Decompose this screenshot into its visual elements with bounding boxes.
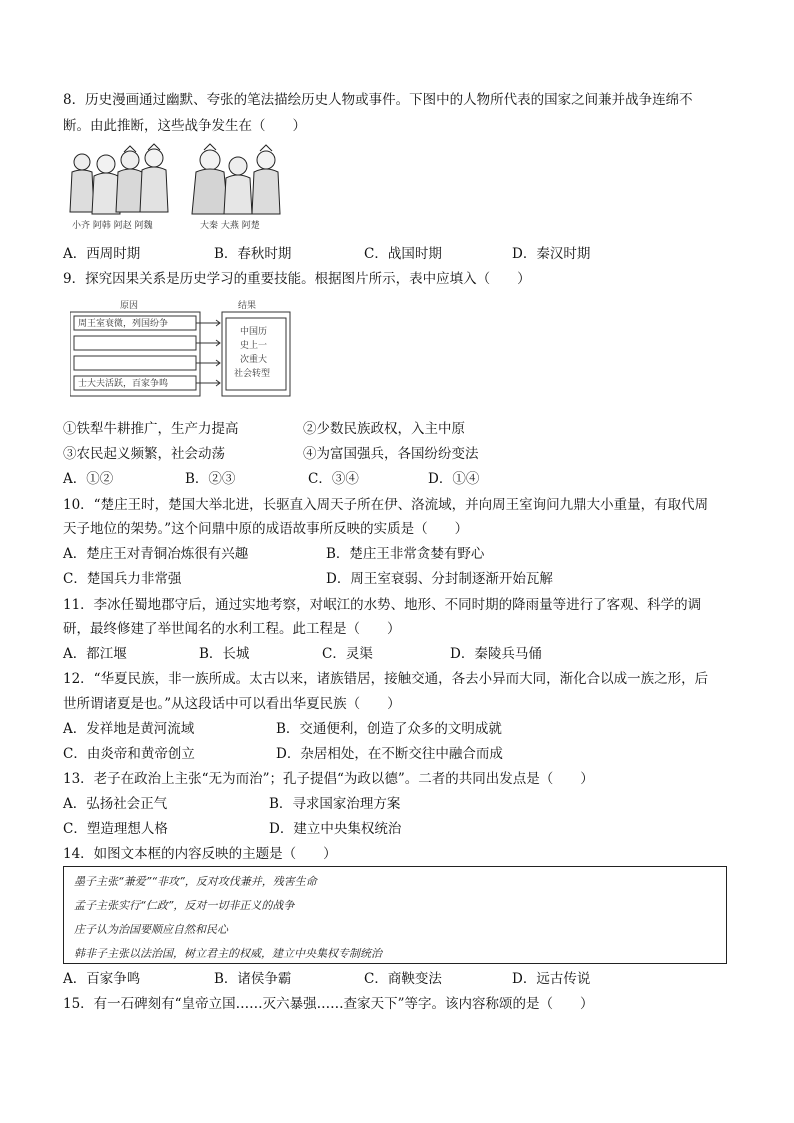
- q14-box-line-2: 孟子主张实行“仁政”，反对一切非正义的战争: [74, 899, 295, 912]
- q14-box-line-3: 庄子认为治国要顺应自然和民心: [74, 923, 228, 936]
- q12-stem-line1: 12．“华夏民族，非一族所成。太古以来，诸族错居，接触交通，各去小异而大同，渐化合以成一族之形，后: [63, 671, 709, 687]
- q14-stem-line1: 14．如图文本框的内容反映的主题是（ ）: [63, 846, 337, 862]
- q9-item-3: ③农民起义频繁，社会动荡: [63, 446, 225, 462]
- result-line-3: 次重大: [240, 355, 268, 365]
- q11-option-a[interactable]: A．都江堰: [63, 646, 127, 662]
- q14-text-box: [63, 866, 727, 964]
- result-line-2: 史上一: [240, 341, 268, 351]
- cause-4: 士大夫活跃，百家争鸣: [78, 379, 169, 389]
- q13-option-a[interactable]: A．弘扬社会正气: [63, 796, 168, 812]
- q10-option-c[interactable]: C．楚国兵力非常强: [63, 571, 182, 587]
- q8-option-b[interactable]: B．春秋时期: [214, 246, 292, 262]
- q10-option-a[interactable]: A．楚庄王对青铜冶炼很有兴趣: [63, 546, 249, 562]
- q13-stem-line1: 13．老子在政治上主张“无为而治”；孔子提倡“为政以德”。二者的共同出发点是（ ）: [63, 771, 594, 787]
- q15-stem-line1: 15．有一石碑刻有“皇帝立国……灭六暴强……查家天下”等字。该内容称颂的是（ ）: [63, 996, 594, 1012]
- q13-option-b[interactable]: B．寻求国家治理方案: [269, 796, 401, 812]
- q12-option-b[interactable]: B．交通便利，创造了众多的文明成就: [276, 721, 502, 737]
- cause-header: 原因: [120, 301, 139, 311]
- q9-item-1: ①铁犁牛耕推广，生产力提高: [63, 421, 239, 437]
- q13-option-d[interactable]: D．建立中央集权统治: [269, 821, 402, 837]
- q9-option-c[interactable]: C．③④: [308, 471, 359, 487]
- result-line-1: 中国历: [240, 327, 268, 337]
- cartoon-caption-left: 小齐 阿韩 阿赵 阿魏: [72, 221, 153, 231]
- q13-option-c[interactable]: C．塑造理想人格: [63, 821, 168, 837]
- q9-option-b[interactable]: B．②③: [185, 471, 236, 487]
- q8-stem-line1: 8．历史漫画通过幽默、夸张的笔法描绘历史人物或事件。下图中的人物所代表的国家之间兼并战争连绵不: [63, 92, 693, 108]
- q8-option-a[interactable]: A．西周时期: [63, 246, 141, 262]
- q11-stem-line1: 11．李冰任蜀地郡守后，通过实地考察，对岷江的水势、地形、不同时期的降雨量等进行了客观、科学的调: [63, 597, 702, 613]
- q8-option-c[interactable]: C．战国时期: [364, 246, 442, 262]
- q14-box-line-1: 墨子主张“兼爱”“非攻”，反对攻伐兼并，残害生命: [74, 875, 317, 888]
- q12-stem-line2: 世所谓诸夏是也。”从这段话中可以看出华夏民族（ ）: [63, 696, 401, 712]
- q11-option-b[interactable]: B．长城: [199, 646, 250, 662]
- cause-effect-diagram: [70, 298, 292, 398]
- q10-stem-line1: 10．“楚庄王时，楚国大举北进，长驱直入周天子所在伊、洛流域，并向周王室询问九鼎大小重量，有取代周: [63, 497, 709, 513]
- q11-option-c[interactable]: C．灵渠: [322, 646, 373, 662]
- cause-1: 周王室衰微，列国纷争: [78, 319, 169, 329]
- q9-item-4: ④为富国强兵，各国纷纷变法: [303, 446, 479, 462]
- cartoon-caption-right: 大秦 大燕 阿楚: [200, 221, 260, 231]
- warring-states-cartoon: [68, 142, 296, 232]
- q8-stem-line2: 断。由此推断，这些战争发生在（ ）: [63, 118, 306, 134]
- result-line-4: 社会转型: [234, 369, 271, 379]
- q14-option-a[interactable]: A．百家争鸣: [63, 971, 141, 987]
- q8-option-d[interactable]: D．秦汉时期: [512, 246, 591, 262]
- q11-option-d[interactable]: D．秦陵兵马俑: [450, 646, 542, 662]
- q14-option-d[interactable]: D．远古传说: [512, 971, 591, 987]
- q9-item-2: ②少数民族政权，入主中原: [303, 421, 465, 437]
- q12-option-d[interactable]: D．杂居相处，在不断交往中融合而成: [276, 746, 503, 762]
- q11-stem-line2: 研，最终修建了举世闻名的水利工程。此工程是（ ）: [63, 621, 401, 637]
- q14-box-line-4: 韩非子主张以法治国，树立君主的权威，建立中央集权专制统治: [74, 947, 382, 960]
- q12-option-a[interactable]: A．发祥地是黄河流域: [63, 721, 195, 737]
- q14-option-c[interactable]: C．商鞅变法: [364, 971, 442, 987]
- q9-option-a[interactable]: A．①②: [63, 471, 114, 487]
- q10-stem-line2: 天子地位的架势。”这个问鼎中原的成语故事所反映的实质是（ ）: [63, 521, 469, 537]
- q9-stem-line1: 9．探究因果关系是历史学习的重要技能。根据图片所示，表中应填入（ ）: [63, 271, 531, 287]
- q14-option-b[interactable]: B．诸侯争霸: [214, 971, 292, 987]
- q10-option-d[interactable]: D．周王室衰弱、分封制逐渐开始瓦解: [326, 571, 553, 587]
- q12-option-c[interactable]: C．由炎帝和黄帝创立: [63, 746, 195, 762]
- q10-option-b[interactable]: B．楚庄王非常贪婪有野心: [326, 546, 485, 562]
- result-header: 结果: [238, 301, 257, 311]
- q9-option-d[interactable]: D．①④: [428, 471, 480, 487]
